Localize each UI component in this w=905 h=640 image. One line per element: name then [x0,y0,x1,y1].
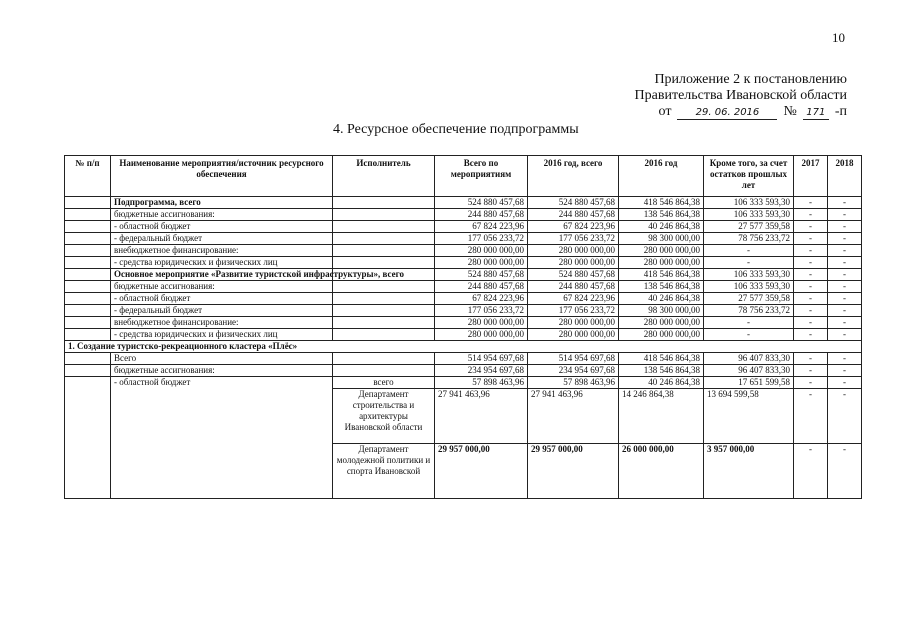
cell-2018: - [828,257,862,269]
cell-2017: - [794,317,828,329]
annex-line-2: Правительства Ивановской области [634,88,847,103]
cell-extra: 78 756 233,72 [704,233,794,245]
cell-2018: - [828,377,862,389]
cell-2017: - [794,281,828,293]
cell-extra: 106 333 593,30 [704,269,794,281]
cell-total: 280 000 000,00 [435,329,528,341]
resource-table [64,155,862,499]
cell-extra: - [704,317,794,329]
row-name: - средства юридических и физических лиц [111,329,333,341]
cell-2017: - [794,377,828,389]
cell-2016-total: 514 954 697,68 [528,353,619,365]
col-header-2016: 2016 год [619,156,704,197]
table-row [65,329,862,341]
cell-total: 280 000 000,00 [435,245,528,257]
cell-2016-total: 280 000 000,00 [528,317,619,329]
col-header-number: № п/п [65,156,111,197]
cell-2017: - [794,353,828,365]
cell-2018: - [828,293,862,305]
cell-extra: 13 694 599,58 [704,389,794,444]
cell-total: 280 000 000,00 [435,317,528,329]
row-name: - федеральный бюджет [111,233,333,245]
row-name: - средства юридических и физических лиц [111,257,333,269]
cell-executor-dept-youth: Департамент молодежной политики и спорта Ивановской [333,444,435,499]
row-name: бюджетные ассигнования: [111,281,333,293]
cell-total: 67 824 223,96 [435,293,528,305]
cell-2018: - [828,444,862,499]
cell-2018: - [828,329,862,341]
cell-2016: 138 546 864,38 [619,281,704,293]
cell-extra: 17 651 599,58 [704,377,794,389]
cell-2016: 418 546 864,38 [619,353,704,365]
cell-2017: - [794,329,828,341]
cell-extra: 106 333 593,30 [704,197,794,209]
cell-total: 67 824 223,96 [435,221,528,233]
cell-total: 177 056 233,72 [435,305,528,317]
cell-2017: - [794,365,828,377]
cell-total: 57 898 463,96 [435,377,528,389]
cell-2018: - [828,317,862,329]
row-name: - областной бюджет [111,377,333,499]
cell-2018: - [828,269,862,281]
cell-2016: 40 246 864,38 [619,377,704,389]
row-name: - областной бюджет [111,293,333,305]
cell-2016: 138 546 864,38 [619,365,704,377]
section-1-title: 1. Создание туристско-рекреационного кластера «Плёс» [65,341,862,353]
cell-2017: - [794,257,828,269]
cell-2016: 98 300 000,00 [619,233,704,245]
cell-2016: 26 000 000,00 [619,444,704,499]
row-name: бюджетные ассигнования: [111,209,333,221]
cell-2016-total: 177 056 233,72 [528,305,619,317]
number-suffix: -п [834,104,847,119]
cell-2016: 40 246 864,38 [619,221,704,233]
table-row [65,353,862,365]
cell-2016: 418 546 864,38 [619,269,704,281]
cell-2016-total: 234 954 697,68 [528,365,619,377]
row-name: Всего [111,353,333,365]
row-name: - областной бюджет [111,221,333,233]
table-row [65,233,862,245]
table-row [65,245,862,257]
row-name: бюджетные ассигнования: [111,365,333,377]
cell-2016-total: 280 000 000,00 [528,257,619,269]
cell-2017: - [794,209,828,221]
cell-2017: - [794,305,828,317]
table-row [65,209,862,221]
annex-line-3 [635,104,847,120]
cell-executor-dept-construction: Департамент строительства и архитектуры Ивановской области [333,389,435,444]
table-row [65,221,862,233]
cell-extra: 106 333 593,30 [704,281,794,293]
number-label: № [783,104,797,119]
cell-2017: - [794,221,828,233]
cell-extra: - [704,329,794,341]
cell-2017: - [794,197,828,209]
cell-2016-total: 244 880 457,68 [528,209,619,221]
cell-total: 244 880 457,68 [435,281,528,293]
cell-2018: - [828,221,862,233]
cell-2016-total: 57 898 463,96 [528,377,619,389]
cell-2017: - [794,269,828,281]
cell-total: 280 000 000,00 [435,257,528,269]
col-header-total: Всего по мероприятиям [435,156,528,197]
row-name: Подпрограмма, всего [111,197,333,209]
col-header-extra: Кроме того, за счет остатков прошлых лет [704,156,794,197]
from-label: от [658,104,672,119]
col-header-2016-total: 2016 год, всего [528,156,619,197]
cell-extra: - [704,245,794,257]
cell-2016-total: 29 957 000,00 [528,444,619,499]
section-title: 4. Ресурсное обеспечение подпрограммы [333,122,579,137]
cell-extra: 96 407 833,30 [704,353,794,365]
cell-2016-total: 524 880 457,68 [528,269,619,281]
cell-2018: - [828,353,862,365]
table-row [65,293,862,305]
cell-2016-total: 67 824 223,96 [528,293,619,305]
cell-2018: - [828,389,862,444]
cell-executor: всего [333,377,435,389]
cell-2016-total: 524 880 457,68 [528,197,619,209]
table-row [65,197,862,209]
table-row [65,317,862,329]
cell-2016: 14 246 864,38 [619,389,704,444]
col-header-executor: Исполнитель [333,156,435,197]
cell-2016-total: 280 000 000,00 [528,245,619,257]
col-header-2018: 2018 [828,156,862,197]
table-row [65,305,862,317]
cell-2016: 280 000 000,00 [619,257,704,269]
cell-2016-total: 67 824 223,96 [528,221,619,233]
cell-2016: 40 246 864,38 [619,293,704,305]
cell-2017: - [794,245,828,257]
cell-2017: - [794,233,828,245]
section-row [65,341,862,353]
cell-2016-total: 177 056 233,72 [528,233,619,245]
cell-total: 524 880 457,68 [435,269,528,281]
cell-2018: - [828,365,862,377]
cell-extra: - [704,257,794,269]
cell-total: 27 941 463,96 [435,389,528,444]
handwritten-number: 171 [803,107,829,120]
cell-total: 524 880 457,68 [435,197,528,209]
table-row [65,377,862,389]
cell-2016-total: 244 880 457,68 [528,281,619,293]
col-header-name: Наименование мероприятия/источник ресурсного обеспечения [111,156,333,197]
table-row [65,365,862,377]
cell-2016: 418 546 864,38 [619,197,704,209]
cell-2016: 138 546 864,38 [619,209,704,221]
cell-total: 29 957 000,00 [435,444,528,499]
table-row [65,257,862,269]
cell-2016: 280 000 000,00 [619,317,704,329]
table-row [65,269,862,281]
cell-2016-total: 27 941 463,96 [528,389,619,444]
cell-total: 177 056 233,72 [435,233,528,245]
cell-2016: 280 000 000,00 [619,329,704,341]
cell-2016-total: 280 000 000,00 [528,329,619,341]
cell-extra: 78 756 233,72 [704,305,794,317]
cell-2017: - [794,444,828,499]
row-name: внебюджетное финансирование: [111,317,333,329]
table-header-row [65,156,862,197]
cell-extra: 3 957 000,00 [704,444,794,499]
cell-2018: - [828,197,862,209]
main-event-name: Основное мероприятие «Развитие туристской инфраструктуры», всего [111,269,333,281]
table-row [65,281,862,293]
cell-extra: 96 407 833,30 [704,365,794,377]
cell-2016: 98 300 000,00 [619,305,704,317]
handwritten-date: 29. 06. 2016 [677,107,777,120]
cell-2018: - [828,305,862,317]
cell-total: 234 954 697,68 [435,365,528,377]
cell-2018: - [828,281,862,293]
cell-2018: - [828,233,862,245]
cell-2018: - [828,245,862,257]
row-name: внебюджетное финансирование: [111,245,333,257]
cell-2018: - [828,209,862,221]
page-number: 10 [832,30,845,45]
annex-header [635,72,847,120]
annex-line-1: Приложение 2 к постановлению [654,72,847,87]
cell-2017: - [794,293,828,305]
cell-total: 244 880 457,68 [435,209,528,221]
cell-extra: 27 577 359,58 [704,293,794,305]
col-header-2017: 2017 [794,156,828,197]
cell-extra: 27 577 359,58 [704,221,794,233]
row-name: - федеральный бюджет [111,305,333,317]
cell-extra: 106 333 593,30 [704,209,794,221]
cell-2016: 280 000 000,00 [619,245,704,257]
cell-2017: - [794,389,828,444]
cell-total: 514 954 697,68 [435,353,528,365]
